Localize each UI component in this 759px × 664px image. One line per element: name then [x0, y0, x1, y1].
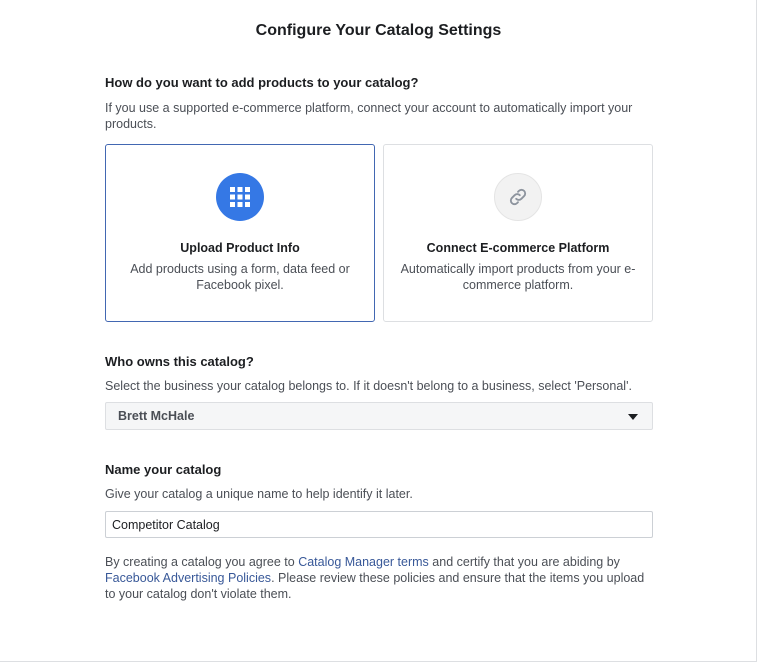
legal-notice	[105, 554, 653, 602]
catalog-manager-terms-link[interactable]: Catalog Manager terms	[298, 555, 429, 569]
upload-product-info-card[interactable]	[105, 144, 375, 322]
catalog-name-input[interactable]	[105, 511, 653, 538]
add-method-options	[105, 144, 653, 322]
add-products-heading: How do you want to add products to your catalog?	[105, 75, 419, 90]
connect-ecommerce-description: Automatically import products from your e-commerce platform.	[400, 262, 636, 292]
catalog-owner-select[interactable]	[105, 402, 653, 430]
legal-text-2: and certify that you are abiding by	[428, 555, 620, 569]
upload-product-info-description: Add products using a form, data feed or Facebook pixel.	[130, 262, 350, 292]
connect-ecommerce-platform-card[interactable]	[383, 144, 653, 322]
catalog-name-heading: Name your catalog	[105, 462, 222, 477]
catalog-name-description: Give your catalog a unique name to help identify it later.	[105, 487, 413, 501]
page-title: Configure Your Catalog Settings	[255, 22, 502, 39]
link-icon	[494, 173, 542, 221]
owner-description: Select the business your catalog belongs to. If it doesn't belong to a business, select 'Personal'.	[105, 379, 632, 393]
connect-ecommerce-title: Connect E-commerce Platform	[426, 241, 610, 255]
caret-down-icon	[628, 414, 638, 420]
legal-text-1: By creating a catalog you agree to	[105, 555, 299, 569]
advertising-policies-link[interactable]: Facebook Advertising Policies	[105, 571, 272, 585]
upload-product-info-title: Upload Product Info	[180, 241, 300, 255]
owner-heading: Who owns this catalog?	[105, 354, 254, 369]
add-products-description: If you use a supported e-commerce platform, connect your account to automatically import your products.	[105, 101, 633, 131]
legal-text-3: . Please review these policies and ensure that the items you upload to your catalog don't violate them.	[105, 571, 645, 601]
catalog-owner-value: Brett McHale	[118, 409, 195, 423]
grid-icon	[216, 173, 264, 221]
